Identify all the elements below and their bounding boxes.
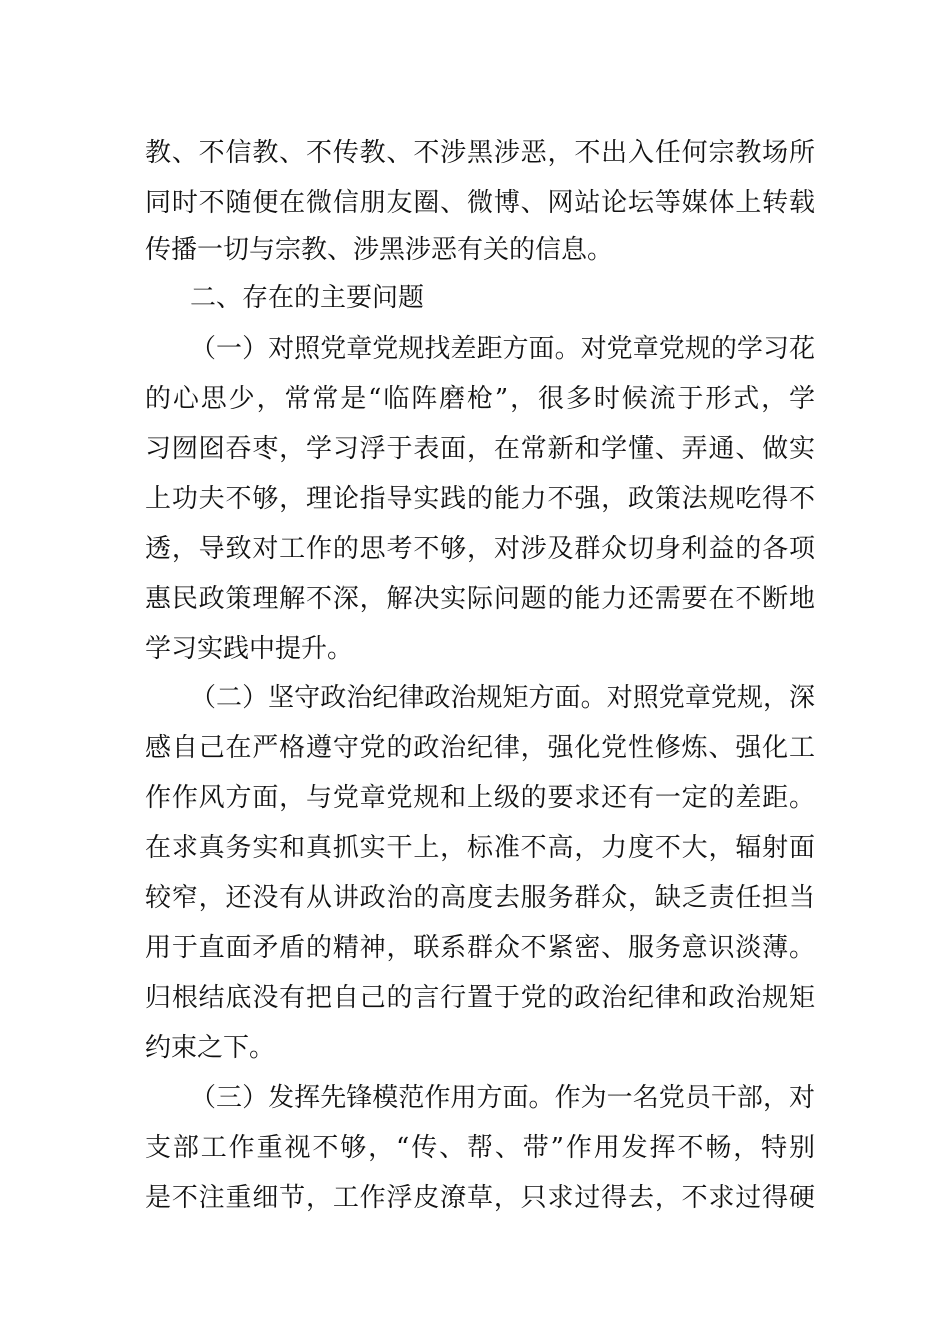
text-line: 的心思少，常常是“临阵磨枪”，很多时候流于形式，学 [145,384,815,414]
text-line: 用于直面矛盾的精神，联系群众不紧密、服务意识淡薄。 [145,933,815,963]
text-line: 透，导致对工作的思考不够，对涉及群众切身利益的各项 [145,534,815,564]
text-line: 支部工作重视不够，“传、帮、带”作用发挥不畅，特别 [145,1133,815,1163]
text-line: 惠民政策理解不深，解决实际问题的能力还需要在不断地 [145,584,815,614]
text-line: 传播一切与宗教、涉黑涉恶有关的信息。 [145,235,614,265]
section-heading: 二、存在的主要问题 [190,283,425,313]
text-line: （三）发挥先锋模范作用方面。作为一名党员干部，对 [190,1083,815,1113]
text-line: 作作风方面，与党章党规和上级的要求还有一定的差距。 [145,783,815,813]
text-line: 感自己在严格遵守党的政治纪律，强化党性修炼、强化工 [145,733,815,763]
text-line: 学习实践中提升。 [145,634,354,664]
text-line: 同时不随便在微信朋友圈、微博、网站论坛等媒体上转载 [145,188,815,218]
text-line: 上功夫不够，理论指导实践的能力不强，政策法规吃得不 [145,484,815,514]
text-line: 约束之下。 [145,1033,276,1063]
text-line: 归根结底没有把自己的言行置于党的政治纪律和政治规矩 [145,983,815,1013]
text-line: （二）坚守政治纪律政治规矩方面。对照党章党规，深 [190,683,815,713]
text-line: （一）对照党章党规找差距方面。对党章党规的学习花 [190,334,815,364]
text-line: 较窄，还没有从讲政治的高度去服务群众，缺乏责任担当 [145,883,815,913]
text-line: 是不注重细节，工作浮皮潦草，只求过得去，不求过得硬 [145,1183,815,1213]
text-line: 在求真务实和真抓实干上，标准不高，力度不大，辐射面 [145,833,815,863]
text-line: 教、不信教、不传教、不涉黑涉恶，不出入任何宗教场所 [145,138,815,168]
text-line: 习囫囵吞枣，学习浮于表面，在常新和学懂、弄通、做实 [145,434,815,464]
